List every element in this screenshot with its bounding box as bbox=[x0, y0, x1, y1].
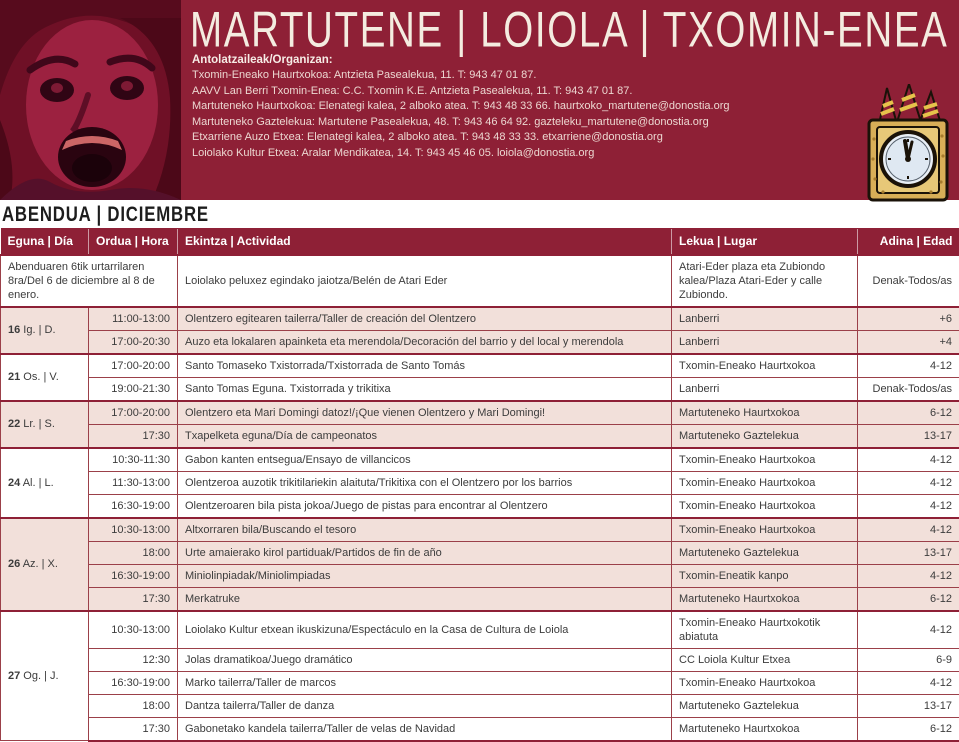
day-cell: 22 Lr. | S. bbox=[1, 401, 89, 448]
table-row bbox=[1, 611, 959, 649]
time-cell: 16:30-19:00 bbox=[89, 671, 178, 694]
activity-cell: Merkatruke bbox=[178, 587, 672, 611]
place-cell: Lanberri bbox=[672, 330, 858, 354]
day-cell: 24 Al. | L. bbox=[1, 448, 89, 518]
table-row bbox=[1, 255, 959, 307]
place-cell: Lanberri bbox=[672, 307, 858, 331]
table-row bbox=[1, 494, 959, 518]
column-header: Ordua | Hora bbox=[89, 229, 178, 255]
age-cell: 6-9 bbox=[858, 648, 959, 671]
place-cell: Txomin-Eneako Haurtxokoa bbox=[672, 494, 858, 518]
table-header bbox=[1, 229, 959, 255]
age-cell: 4-12 bbox=[858, 354, 959, 378]
time-cell: 11:30-13:00 bbox=[89, 471, 178, 494]
age-cell: 13-17 bbox=[858, 694, 959, 717]
activity-cell: Loiolako peluxez egindako jaiotza/Belén de Atari Eder bbox=[178, 255, 672, 307]
place-cell: Martuteneko Haurtxokoa bbox=[672, 717, 858, 741]
time-cell: 19:00-21:30 bbox=[89, 377, 178, 401]
clock-illustration bbox=[857, 84, 957, 206]
activity-cell: Olentzeroa auzotik trikitilariekin alaituta/Trikitixa con el Olentzero por los barrios bbox=[178, 471, 672, 494]
table-row bbox=[1, 587, 959, 611]
date-range-cell: Abenduaren 6tik urtarrilaren 8ra/Del 6 de diciembre al 8 de enero. bbox=[1, 255, 178, 307]
time-cell: 17:30 bbox=[89, 587, 178, 611]
place-cell: Txomin-Eneako Haurtxokoa bbox=[672, 671, 858, 694]
age-cell: 6-12 bbox=[858, 717, 959, 741]
flyer-header bbox=[0, 0, 959, 200]
organizers-block bbox=[192, 53, 729, 162]
organizer-line: Martuteneko Haurtxokoa: Elenategi kalea, 2 alboko atea. T: 943 48 33 66. haurtxoko_martutene@donostia.org bbox=[192, 99, 729, 115]
place-cell: Txomin-Eneako Haurtxokoa bbox=[672, 448, 858, 472]
table-row bbox=[1, 694, 959, 717]
day-cell: 16 Ig. | D. bbox=[1, 307, 89, 354]
table-row bbox=[1, 448, 959, 472]
time-cell: 18:00 bbox=[89, 541, 178, 564]
place-cell: Martuteneko Haurtxokoa bbox=[672, 587, 858, 611]
column-header: Eguna | Día bbox=[1, 229, 89, 255]
table-row bbox=[1, 648, 959, 671]
activity-cell: Gabonetako kandela tailerra/Taller de velas de Navidad bbox=[178, 717, 672, 741]
age-cell: 4-12 bbox=[858, 564, 959, 587]
time-cell: 17:00-20:00 bbox=[89, 401, 178, 425]
age-cell: 4-12 bbox=[858, 494, 959, 518]
activity-cell: Txapelketa eguna/Día de campeonatos bbox=[178, 424, 672, 448]
time-cell: 11:00-13:00 bbox=[89, 307, 178, 331]
day-number: 22 bbox=[8, 418, 20, 430]
organizer-line: Martuteneko Gaztelekua: Martutene Pasealekua, 48. T: 943 46 64 92. gazteleku_martutene@donostia.org bbox=[192, 115, 729, 131]
day-cell: 26 Az. | X. bbox=[1, 518, 89, 611]
table-row bbox=[1, 564, 959, 587]
place-cell: Txomin-Eneako Haurtxokoa bbox=[672, 354, 858, 378]
day-number: 24 bbox=[8, 477, 20, 489]
age-cell: +6 bbox=[858, 307, 959, 331]
time-cell: 17:00-20:30 bbox=[89, 330, 178, 354]
time-cell: 10:30-13:00 bbox=[89, 518, 178, 542]
day-cell: 21 Os. | V. bbox=[1, 354, 89, 401]
organizer-line: Txomin-Eneako Haurtxokoa: Antzieta Pasealekua, 11. T: 943 47 01 87. bbox=[192, 68, 729, 84]
table-body bbox=[1, 255, 959, 741]
table-row bbox=[1, 471, 959, 494]
time-cell: 17:00-20:00 bbox=[89, 354, 178, 378]
table-row bbox=[1, 424, 959, 448]
column-header: Ekintza | Actividad bbox=[178, 229, 672, 255]
organizer-lines bbox=[192, 68, 729, 162]
age-cell: 4-12 bbox=[858, 671, 959, 694]
day-number: 27 bbox=[8, 670, 20, 682]
time-cell: 17:30 bbox=[89, 424, 178, 448]
page-title: MARTUTENE | LOIOLA | TXOMIN-ENEA bbox=[190, 0, 949, 58]
place-cell: CC Loiola Kultur Etxea bbox=[672, 648, 858, 671]
day-number: 26 bbox=[8, 558, 20, 570]
day-number: 21 bbox=[8, 371, 20, 383]
table-row bbox=[1, 377, 959, 401]
place-cell: Martuteneko Haurtxokoa bbox=[672, 401, 858, 425]
organizers-label: Antolatzaileak/Organizan: bbox=[192, 53, 729, 68]
table-row bbox=[1, 330, 959, 354]
day-number: 16 bbox=[8, 324, 20, 336]
age-cell: 13-17 bbox=[858, 541, 959, 564]
activity-cell: Marko tailerra/Taller de marcos bbox=[178, 671, 672, 694]
place-cell: Lanberri bbox=[672, 377, 858, 401]
time-cell: 10:30-11:30 bbox=[89, 448, 178, 472]
table-row bbox=[1, 307, 959, 331]
age-cell: 4-12 bbox=[858, 448, 959, 472]
activity-cell: Santo Tomaseko Txistorrada/Txistorrada de Santo Tomás bbox=[178, 354, 672, 378]
header-row bbox=[1, 229, 959, 255]
activity-cell: Dantza tailerra/Taller de danza bbox=[178, 694, 672, 717]
table-row bbox=[1, 671, 959, 694]
table-row bbox=[1, 717, 959, 741]
activity-cell: Olentzero eta Mari Domingi datoz!/¡Que vienen Olentzero y Mari Domingi! bbox=[178, 401, 672, 425]
month-section-title: ABENDUA | DICIEMBRE bbox=[2, 203, 209, 227]
place-cell: Txomin-Eneako Haurtxokoa bbox=[672, 471, 858, 494]
place-cell: Txomin-Eneako Haurtxokotik abiatuta bbox=[672, 611, 858, 649]
activity-cell: Loiolako Kultur etxean ikuskizuna/Espectáculo en la Casa de Cultura de Loiola bbox=[178, 611, 672, 649]
time-cell: 10:30-13:00 bbox=[89, 611, 178, 649]
activity-cell: Miniolinpiadak/Miniolimpiadas bbox=[178, 564, 672, 587]
age-cell: 13-17 bbox=[858, 424, 959, 448]
column-header: Adina | Edad bbox=[858, 229, 959, 255]
place-cell: Txomin-Eneatik kanpo bbox=[672, 564, 858, 587]
activity-cell: Gabon kanten entsegua/Ensayo de villancicos bbox=[178, 448, 672, 472]
activity-cell: Olentzero egitearen tailerra/Taller de creación del Olentzero bbox=[178, 307, 672, 331]
time-cell: 17:30 bbox=[89, 717, 178, 741]
age-cell: Denak-Todos/as bbox=[858, 255, 959, 307]
table-row bbox=[1, 354, 959, 378]
time-cell: 18:00 bbox=[89, 694, 178, 717]
place-cell: Atari-Eder plaza eta Zubiondo kalea/Plaza Atari-Eder y calle Zubiondo. bbox=[672, 255, 858, 307]
activity-cell: Urte amaierako kirol partiduak/Partidos de fin de año bbox=[178, 541, 672, 564]
age-cell: Denak-Todos/as bbox=[858, 377, 959, 401]
activity-cell: Olentzeroaren bila pista jokoa/Juego de pistas para encontrar al Olentzero bbox=[178, 494, 672, 518]
time-cell: 12:30 bbox=[89, 648, 178, 671]
organizer-line: Etxarriene Auzo Etxea: Elenategi kalea, 2 alboko atea. T: 943 48 33 33. etxarriene@donostia.org bbox=[192, 130, 729, 146]
schedule-table bbox=[0, 228, 959, 742]
table-row bbox=[1, 401, 959, 425]
activity-cell: Altxorraren bila/Buscando el tesoro bbox=[178, 518, 672, 542]
day-cell: 27 Og. | J. bbox=[1, 611, 89, 741]
place-cell: Martuteneko Gaztelekua bbox=[672, 541, 858, 564]
activity-cell: Jolas dramatikoa/Juego dramático bbox=[178, 648, 672, 671]
table-row bbox=[1, 518, 959, 542]
activity-cell: Auzo eta lokalaren apainketa eta merendola/Decoración del barrio y del local y merendola bbox=[178, 330, 672, 354]
organizer-line: AAVV Lan Berri Txomin-Enea: C.C. Txomin K.E. Antzieta Pasealekua, 11. T: 943 47 01 87. bbox=[192, 84, 729, 100]
column-header: Lekua | Lugar bbox=[672, 229, 858, 255]
time-cell: 16:30-19:00 bbox=[89, 494, 178, 518]
age-cell: 6-12 bbox=[858, 401, 959, 425]
age-cell: 4-12 bbox=[858, 471, 959, 494]
age-cell: 4-12 bbox=[858, 518, 959, 542]
time-cell: 16:30-19:00 bbox=[89, 564, 178, 587]
table-row bbox=[1, 541, 959, 564]
place-cell: Martuteneko Gaztelekua bbox=[672, 694, 858, 717]
place-cell: Martuteneko Gaztelekua bbox=[672, 424, 858, 448]
age-cell: +4 bbox=[858, 330, 959, 354]
age-cell: 4-12 bbox=[858, 611, 959, 649]
place-cell: Txomin-Eneako Haurtxokoa bbox=[672, 518, 858, 542]
age-cell: 6-12 bbox=[858, 587, 959, 611]
activity-cell: Santo Tomas Eguna. Txistorrada y trikitixa bbox=[178, 377, 672, 401]
organizer-line: Loiolako Kultur Etxea: Aralar Mendikatea, 14. T: 943 45 46 05. loiola@donostia.org bbox=[192, 146, 729, 162]
screaming-child-artwork bbox=[0, 0, 181, 200]
